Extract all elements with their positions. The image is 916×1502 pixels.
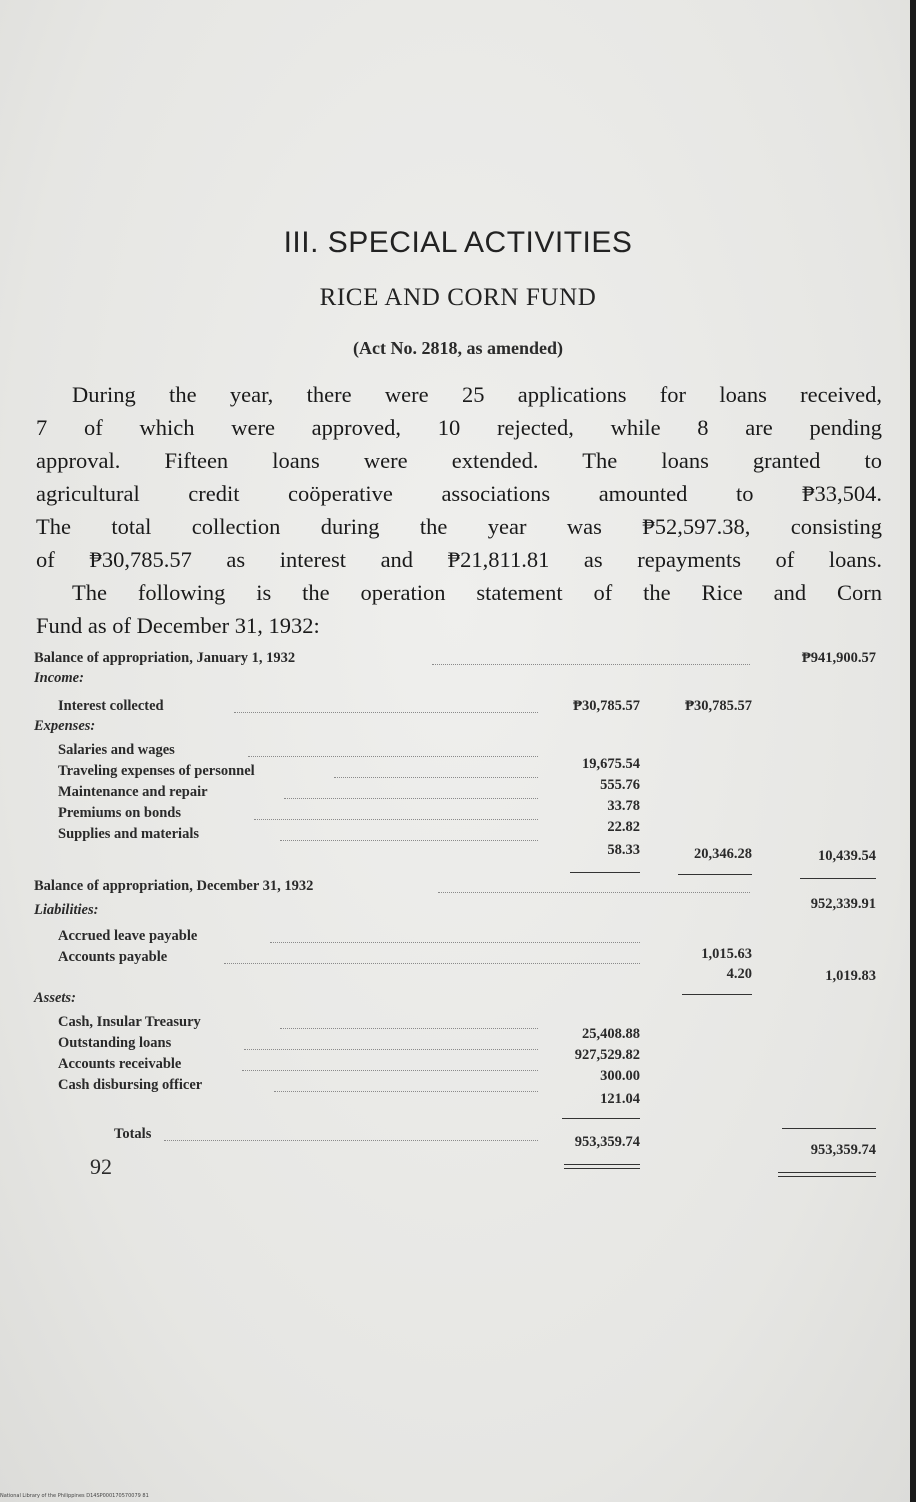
section-head — [34, 718, 880, 738]
row-label: Maintenance and repair — [58, 784, 208, 800]
expense-row — [34, 742, 880, 762]
row-label: Outstanding loans — [58, 1035, 172, 1051]
dot-leader — [164, 1140, 538, 1141]
grand-total: 953,359.74 — [574, 1134, 640, 1150]
statement-row — [34, 650, 880, 670]
amount: 555.76 — [600, 777, 640, 793]
subtotal: 1,019.83 — [825, 968, 876, 984]
liability-row — [34, 949, 880, 969]
dot-leader — [234, 712, 538, 713]
dot-leader — [438, 892, 750, 893]
sum-rule — [570, 872, 640, 873]
scan-footer: National Library of the Philippines D14SP000170570079 81 — [0, 1493, 149, 1499]
sum-rule — [678, 874, 752, 875]
intro-paragraph — [36, 576, 882, 642]
row-label: Accrued leave payable — [58, 928, 198, 944]
double-rule — [778, 1172, 876, 1177]
statement-row — [34, 878, 880, 898]
dot-leader — [274, 1091, 538, 1092]
paragraph-line: During the year, there were 25 applications for loans received, — [72, 382, 882, 407]
paragraph-line: of ₱30,785.57 as interest and ₱21,811.81 as repayments of loans. — [36, 547, 882, 572]
net-income: 10,439.54 — [818, 848, 876, 864]
paragraph-line: Fund as of December 31, 1932: — [36, 613, 320, 638]
section-heading: III. SPECIAL ACTIVITIES — [283, 226, 633, 259]
row-label: Assets: — [34, 990, 76, 1006]
paragraph-line: The following is the operation statement of the Rice and Corn — [72, 580, 882, 605]
section-head — [34, 902, 880, 922]
fund-title: RICE AND CORN FUND — [319, 284, 597, 311]
dot-leader — [284, 798, 538, 799]
row-label: Interest collected — [58, 698, 164, 714]
expense-row — [34, 826, 880, 846]
amount: 1,015.63 — [701, 946, 752, 962]
amount: 25,408.88 — [582, 1026, 640, 1042]
row-label: Cash, Insular Treasury — [58, 1014, 201, 1030]
liability-row — [34, 928, 880, 948]
amount: 22.82 — [607, 819, 640, 835]
expense-row — [34, 784, 880, 804]
row-label: Liabilities: — [34, 902, 99, 918]
dot-leader — [242, 1070, 538, 1071]
subtotal: 20,346.28 — [694, 846, 752, 862]
dot-leader — [244, 1049, 538, 1050]
asset-row — [34, 1077, 880, 1097]
row-label: Balance of appropriation, January 1, 1932 — [34, 650, 296, 666]
section-head — [34, 990, 880, 1010]
expense-row — [34, 763, 880, 783]
row-label: Cash disbursing officer — [58, 1077, 203, 1093]
paragraph-line: 7 of which were approved, 10 rejected, while 8 are pending — [36, 415, 882, 440]
amount: 19,675.54 — [582, 756, 640, 772]
paragraph-line: agricultural credit coöperative associations amounted to ₱33,504. — [36, 481, 882, 506]
row-label: Accounts payable — [58, 949, 168, 965]
amount: ₱30,785.57 — [685, 698, 752, 714]
row-label: Expenses: — [34, 718, 96, 734]
row-label: Supplies and materials — [58, 826, 199, 842]
amount: ₱941,900.57 — [801, 650, 876, 666]
dot-leader — [280, 1028, 538, 1029]
dot-leader — [224, 963, 640, 964]
expense-row — [34, 805, 880, 825]
statement-row — [34, 698, 880, 718]
row-label: Accounts receivable — [58, 1056, 182, 1072]
amount: 121.04 — [600, 1091, 640, 1107]
amount: 33.78 — [607, 798, 640, 814]
totals-row — [34, 1126, 880, 1146]
dot-leader — [432, 664, 750, 665]
amount: 952,339.91 — [810, 896, 876, 912]
row-label: Balance of appropriation, December 31, 1932 — [34, 878, 314, 894]
amount: 927,529.82 — [574, 1047, 640, 1063]
dot-leader — [248, 756, 538, 757]
section-head — [34, 670, 880, 690]
sum-rule — [562, 1118, 640, 1119]
asset-row — [34, 1035, 880, 1055]
double-rule — [564, 1164, 640, 1169]
act-reference: (Act No. 2818, as amended) — [353, 338, 563, 358]
dot-leader — [254, 819, 538, 820]
paragraph-line: The total collection during the year was ₱52,597.38, consisting — [36, 514, 882, 539]
asset-row — [34, 1056, 880, 1076]
row-label: Totals — [114, 1126, 152, 1142]
amount: 4.20 — [726, 966, 752, 982]
grand-total: 953,359.74 — [810, 1142, 876, 1158]
amount: 300.00 — [600, 1068, 640, 1084]
dot-leader — [270, 942, 640, 943]
row-label: Premiums on bonds — [58, 805, 182, 821]
page-number: 92 — [90, 1154, 112, 1179]
paragraph-line: approval. Fifteen loans were extended. The loans granted to — [36, 448, 882, 473]
asset-row — [34, 1014, 880, 1034]
row-label: Income: — [34, 670, 84, 686]
row-label: Traveling expenses of personnel — [58, 763, 255, 779]
amount: 58.33 — [607, 842, 640, 858]
row-label: Salaries and wages — [58, 742, 175, 758]
summary-paragraph — [36, 378, 882, 576]
dot-leader — [334, 777, 538, 778]
amount: ₱30,785.57 — [573, 698, 640, 714]
dot-leader — [280, 840, 538, 841]
